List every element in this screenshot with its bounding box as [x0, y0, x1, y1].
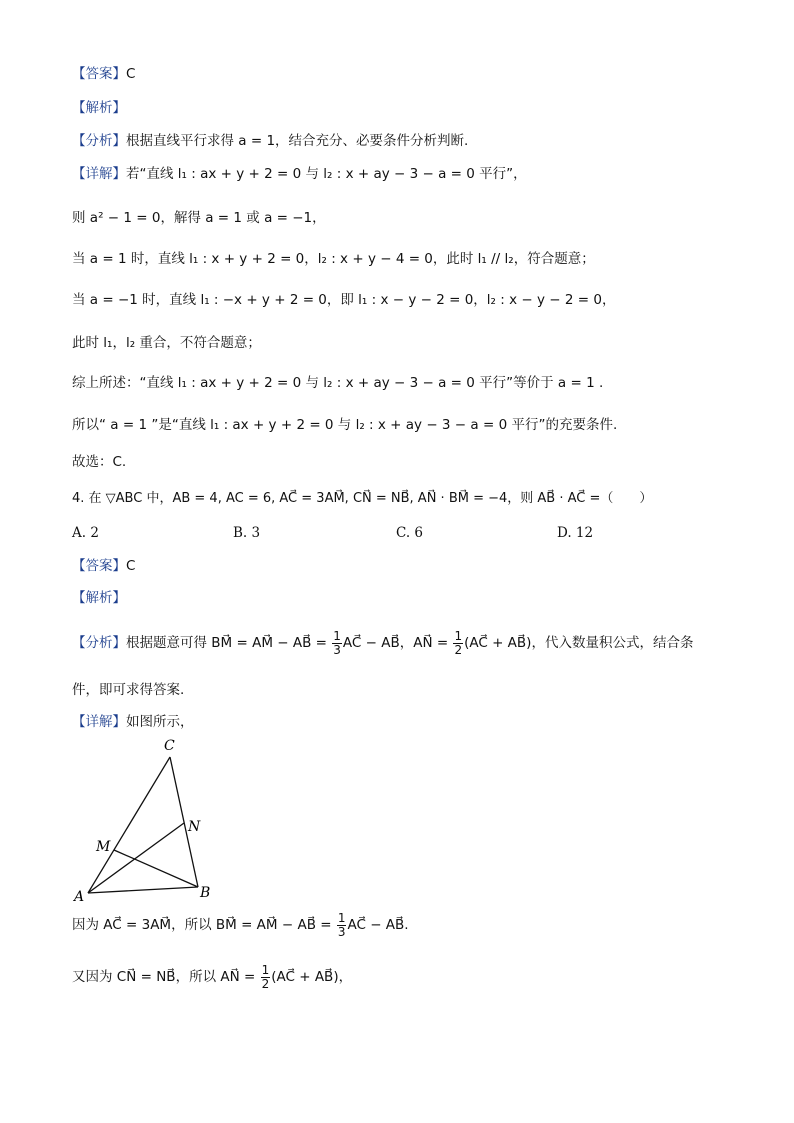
q3-analysis-tag: 【解析】 [72, 100, 126, 116]
solution-line: 此时 l₁，l₂ 重合，不符合题意； [72, 335, 261, 351]
side-ac [88, 757, 170, 893]
fraction-one-third: $\frac{1}{3}$ [337, 910, 346, 939]
fenxi-text: 根据直线平行求得 a = 1，结合充分、必要条件分析判断. [126, 133, 469, 149]
q4-answer-line [72, 556, 135, 576]
solution-line: 所以“ a = 1 ”是“直线 l₁ : ax + y + 2 = 0 与 l₂ : x + ay − 3 − a = 0 平行”的充要条件. [72, 417, 618, 433]
label-c: C [164, 738, 175, 754]
label-m: M [96, 839, 111, 855]
answer-tag: 【答案】 [72, 66, 126, 82]
solution-line: 当 a = −1 时，直线 l₁ : −x + y + 2 = 0，即 l₁ : x − y − 2 = 0，l₂ : x − y − 2 = 0， [72, 292, 616, 308]
label-a: A [74, 889, 85, 905]
fenxi-continuation: 件，即可求得答案. [72, 682, 185, 698]
triangle-figure [70, 735, 230, 905]
xiangjie-tag: 【详解】 [72, 166, 126, 182]
option-b: B. 3 [233, 525, 261, 541]
q3-answer-line [72, 64, 135, 84]
q4-stem: 4. 在 ▽ABC 中，AB = 4, AC = 6, AC⃗ = 3AM⃗, CN⃗ = NB⃗, AN⃗ · BM⃗ = −4，则 AB⃗ · AC⃗ =（ ） [72, 491, 653, 506]
q4-xiangjie-line: 【详解】如图所示， [72, 714, 194, 730]
solution-line: 则 a² − 1 = 0，解得 a = 1 或 a = −1， [72, 210, 326, 226]
option-d: D. 12 [557, 525, 594, 541]
fenxi-tag: 【分析】 [72, 635, 126, 651]
q3-fenxi-line [72, 131, 468, 151]
solution-line: 综上所述：“直线 l₁ : ax + y + 2 = 0 与 l₂ : x + ay − 3 − a = 0 平行”等价于 a = 1 . [72, 375, 604, 391]
q3-xiangjie-line [72, 164, 527, 184]
solution-line: 故选：C. [72, 454, 127, 470]
segment-bm [114, 850, 198, 887]
answer-tag: 【答案】 [72, 558, 126, 574]
segment-an [88, 823, 184, 893]
label-b: B [200, 885, 211, 901]
option-c: C. 6 [396, 525, 424, 541]
q4-line1: 因为 AC⃗ = 3AM⃗，所以 BM⃗ = AM⃗ − AB⃗ = $\frac{1}{3}$ AC⃗ − AB⃗. [72, 910, 409, 939]
answer-value: C [126, 66, 136, 82]
option-a: A. 2 [72, 525, 99, 541]
solution-line: 若“直线 l₁ : ax + y + 2 = 0 与 l₂ : x + ay − 3 − a = 0 平行”， [126, 166, 527, 182]
fraction-one-third: $\frac{1}{3}$ [333, 628, 341, 657]
q4-analysis-tag: 【解析】 [72, 590, 126, 606]
label-n: N [188, 819, 201, 835]
answer-value: C [126, 558, 136, 574]
fraction-one-half: $\frac{1}{2}$ [261, 962, 270, 991]
q4-fenxi-line: 【分析】根据题意可得 BM⃗ = AM⃗ − AB⃗ = $\frac{1}{3}$ AC⃗ − AB⃗，AN⃗ = $\frac{1}{2}$ (AC⃗ + AB⃗)，代入数量积公式，结合条 [72, 628, 694, 657]
xiangjie-tag: 【详解】 [72, 714, 126, 730]
fraction-one-half: $\frac{1}{2}$ [454, 628, 463, 657]
side-ab [88, 887, 198, 893]
q4-line2: 又因为 CN⃗ = NB⃗，所以 AN⃗ = $\frac{1}{2}$ (AC⃗ + AB⃗)， [72, 962, 353, 991]
solution-line: 当 a = 1 时，直线 l₁ : x + y + 2 = 0，l₂ : x + y − 4 = 0，此时 l₁ // l₂，符合题意； [72, 251, 595, 267]
fenxi-tag: 【分析】 [72, 133, 126, 149]
